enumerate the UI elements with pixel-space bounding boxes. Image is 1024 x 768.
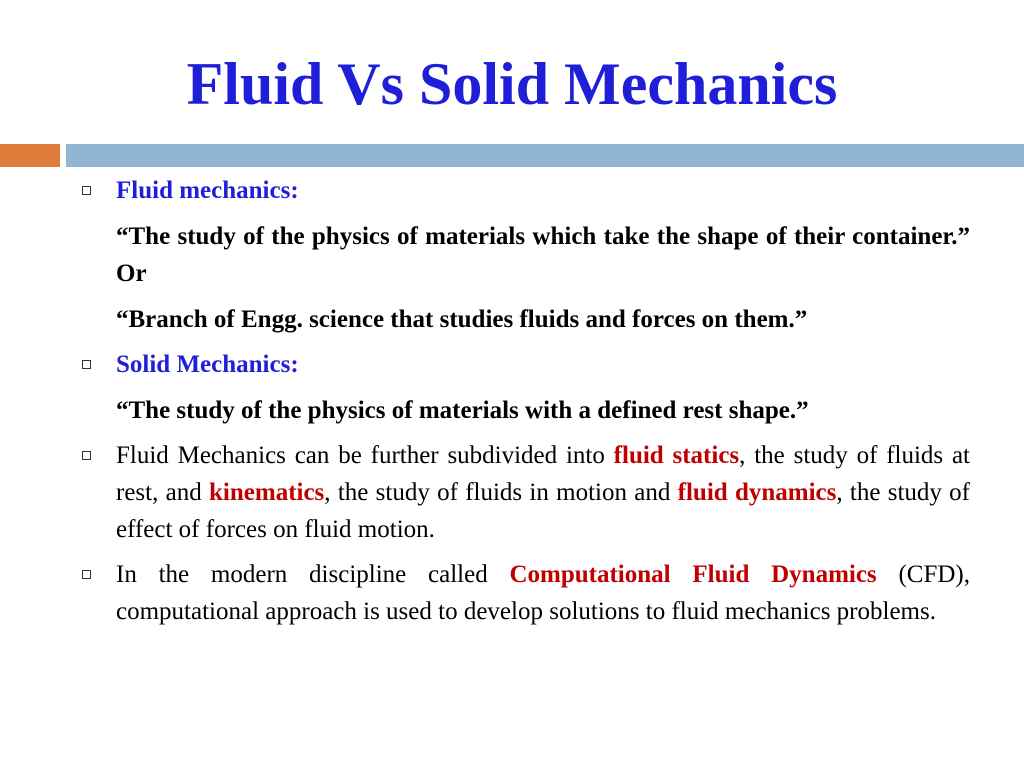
term-fluid-dynamics: fluid dynamics [677, 479, 837, 506]
slide-title: Fluid Vs Solid Mechanics [186, 51, 838, 117]
solid-mechanics-heading: Solid Mechanics: [116, 351, 299, 378]
bullet-solid-mechanics [78, 346, 970, 383]
subdivision-text-3: , the study of fluids in motion and [324, 479, 678, 506]
term-fluid-statics: fluid statics [613, 442, 740, 469]
square-bullet-icon [82, 451, 91, 460]
subdivision-text-1: Fluid Mechanics can be further subdivided into [116, 442, 614, 469]
bullet-subdivision [78, 437, 970, 548]
subdivision-text-2: , the study of fluids at rest, and [116, 442, 971, 506]
square-bullet-icon [82, 570, 91, 579]
slide-body [78, 172, 970, 630]
subdivision-text-4: , the study of effect of forces on fluid motion. [116, 479, 971, 543]
term-computational-fluid-dynamics: Computational Fluid Dynamics [509, 561, 877, 588]
term-kinematics: kinematics [209, 479, 325, 506]
bullet-cfd [78, 556, 970, 630]
blue-accent-band [66, 144, 1024, 167]
cfd-text-2: (CFD), computational approach is used to develop solutions to fluid mechanics problems. [116, 561, 970, 625]
solid-definition-quote: “The study of the physics of materials with a defined rest shape.” [116, 397, 809, 424]
square-bullet-icon [82, 360, 91, 369]
bullet-fluid-mechanics [78, 172, 970, 209]
fluid-definition-quote-2: “Branch of Engg. science that studies fluids and forces on them.” [116, 306, 808, 333]
square-bullet-icon [82, 186, 91, 195]
fluid-mechanics-heading: Fluid mechanics: [116, 177, 299, 204]
orange-accent-band [0, 144, 60, 167]
cfd-text-1: In the modern discipline called [116, 561, 510, 588]
fluid-definition-quote-1: “The study of the physics of materials which take the shape of their container.” Or [116, 223, 970, 287]
